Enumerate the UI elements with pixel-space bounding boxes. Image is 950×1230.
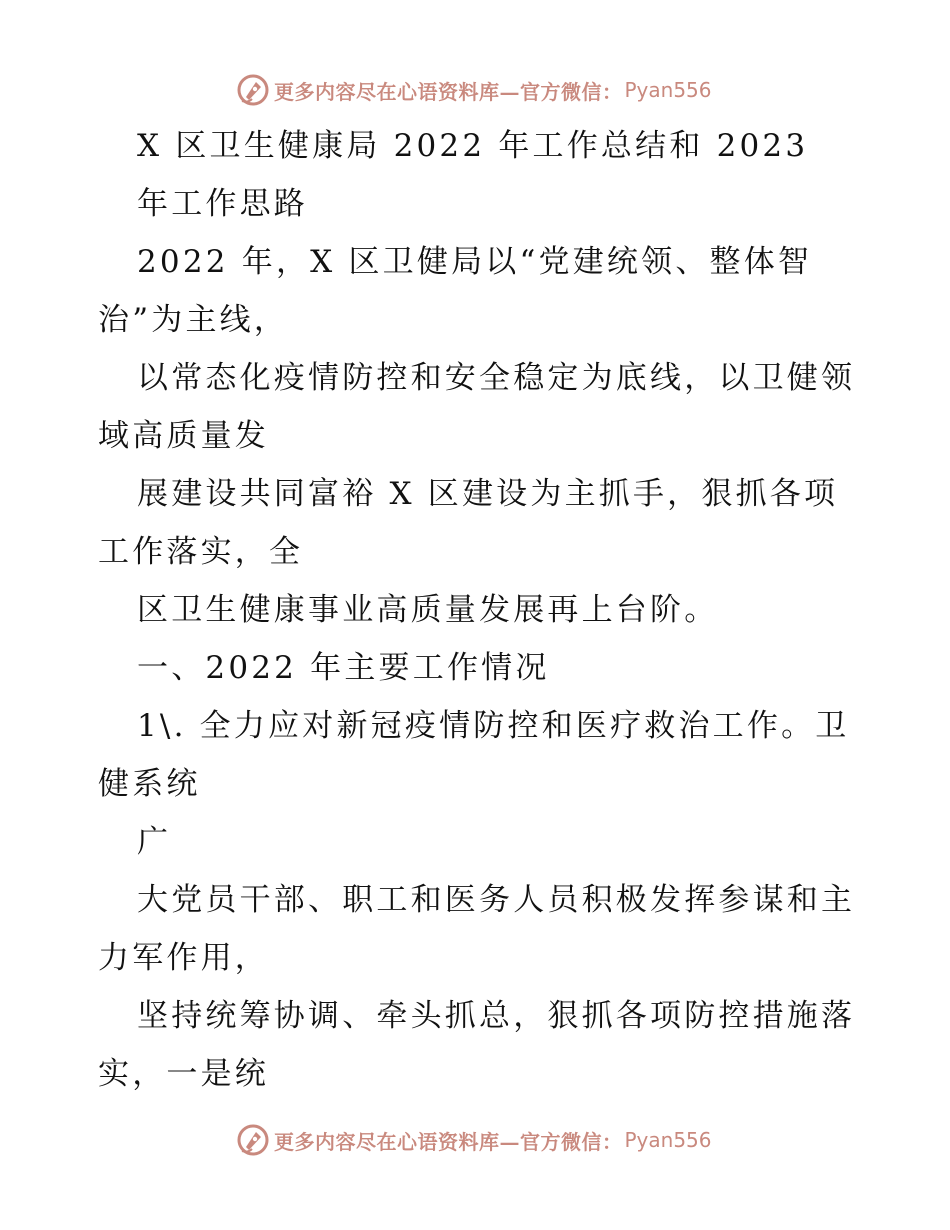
doc-line-1: X 区卫生健康局 2022 年工作总结和 2023 xyxy=(137,128,809,164)
doc-line-3: 2022 年，X 区卫健局以“党建统领、整体智 xyxy=(137,244,813,280)
header-wechat-id: Pyan556 xyxy=(624,78,712,102)
doc-line-8: 工作落实，全 xyxy=(98,534,304,570)
header-banner xyxy=(0,72,950,108)
footer-banner xyxy=(0,1122,950,1158)
doc-line-7: 展建设共同富裕 X 区建设为主抓手，狠抓各项 xyxy=(137,476,839,512)
doc-line-17: 实，一是统 xyxy=(98,1056,269,1092)
doc-line-16: 坚持统筹协调、牵头抓总，狠抓各项防控措施落 xyxy=(137,998,856,1034)
header-banner-text: 更多内容尽在心语资料库—官方微信： xyxy=(274,79,623,104)
doc-line-10: 一、2022 年主要工作情况 xyxy=(137,650,550,686)
doc-line-9: 区卫生健康事业高质量发展再上台阶。 xyxy=(137,592,719,628)
pen-nib-logo-icon xyxy=(236,73,270,107)
pen-nib-logo-icon xyxy=(236,1123,270,1157)
doc-line-14: 大党员干部、职工和医务人员积极发挥参谋和主 xyxy=(137,882,856,918)
footer-banner-text: 更多内容尽在心语资料库—官方微信： xyxy=(274,1129,623,1154)
doc-line-2: 年工作思路 xyxy=(137,186,308,222)
doc-line-4: 治”为主线， xyxy=(98,302,289,338)
doc-line-6: 域高质量发 xyxy=(98,418,269,454)
doc-line-12: 健系统 xyxy=(98,766,201,802)
doc-line-5: 以常态化疫情防控和安全稳定为底线，以卫健领 xyxy=(137,360,856,396)
doc-line-11: 1\. 全力应对新冠疫情防控和医疗救治工作。卫 xyxy=(137,708,850,744)
doc-line-15: 力军作用， xyxy=(98,940,269,976)
doc-line-13: 广 xyxy=(137,824,172,860)
footer-wechat-id: Pyan556 xyxy=(624,1128,712,1152)
